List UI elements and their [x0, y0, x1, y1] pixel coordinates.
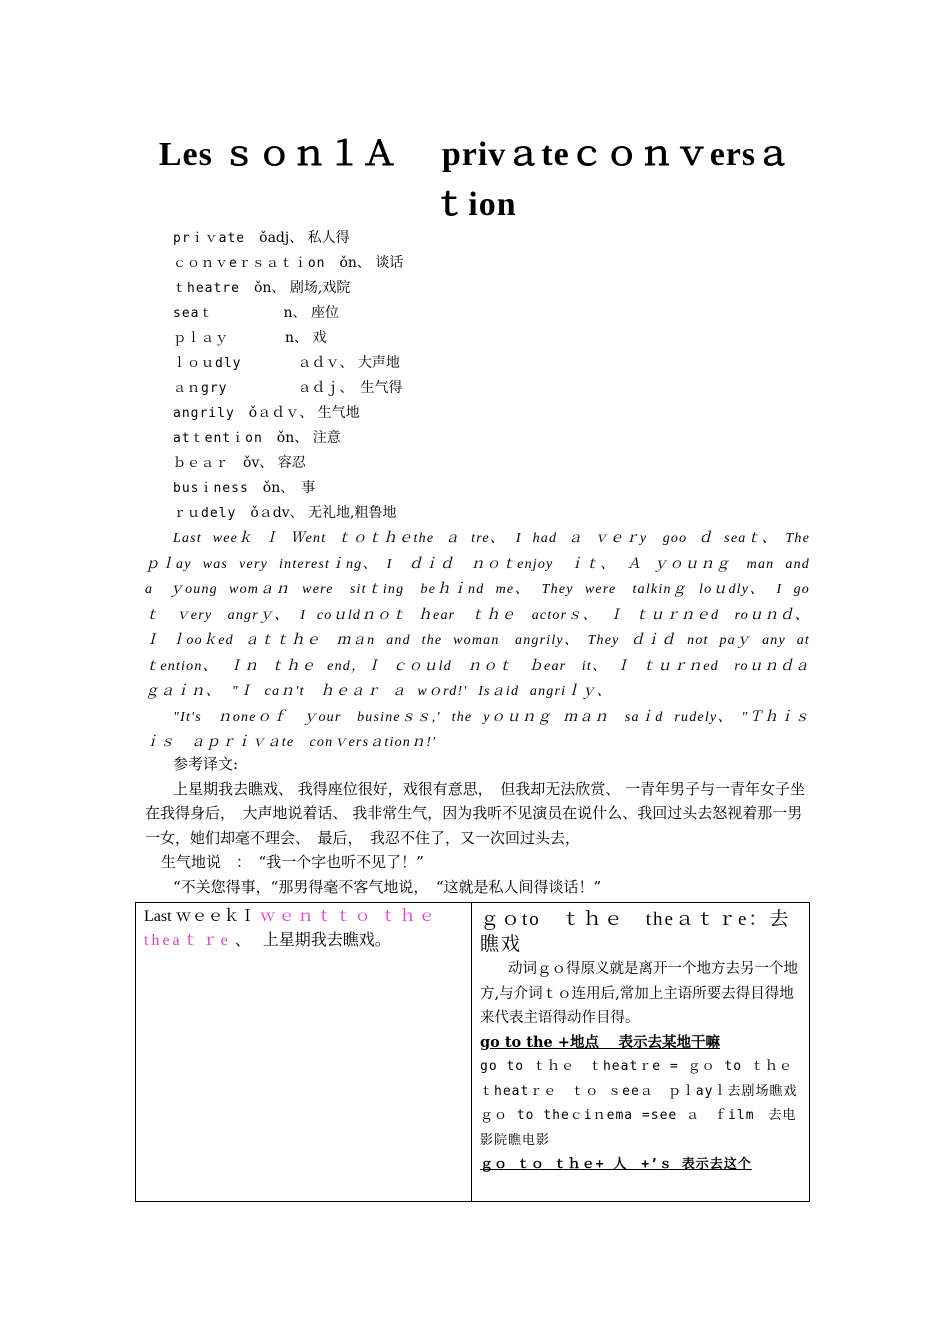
vocabulary-list — [173, 226, 733, 526]
vocab-word: prｉｖate — [173, 231, 260, 246]
vocab-row — [173, 326, 733, 351]
vocab-word: ｒｕdely — [173, 506, 251, 521]
notes-sentence-prefix: Last ｗｅｅｋＩ — [144, 908, 256, 925]
vocab-word: busｉness — [173, 481, 263, 496]
story-paragraph-2: "It's ｎoneｏｆ ｙour busineｓｓ,' the yｏｕｎｇ ｍａｎ saｉd rudely、 "Ｔｈｉｓ ｉｓ ａｐｒｉｖａte conｖersａtionｎ!' — [145, 709, 826, 750]
vocab-row — [173, 351, 733, 376]
vocab-word: ｐｌａｙ — [173, 331, 272, 346]
notes-example-1: go to ｔｈｅ ｔheatｒe = ｇｏ to ｔｈｅ ｔheatｒｅ ｔｏ ｓeeａ ｐｌayｌ去剧场瞧戏 — [480, 1059, 798, 1099]
vocab-word: ｌｏｕdly — [173, 356, 284, 371]
vocab-row — [173, 501, 733, 526]
vocab-word: angrily — [173, 406, 249, 421]
vocab-word: seaｔ — [173, 306, 270, 321]
notes-sentence-suffix: 、 上星期我去瞧戏。 — [234, 932, 391, 949]
translation-paragraph-3: “不关您得事，“那男得毫不客气地说， “这就是私人间得谈话！” — [173, 877, 602, 896]
vocab-word: ｔheatre — [173, 281, 254, 296]
translation-section — [145, 752, 815, 899]
story-paragraph-1: Last weeｋ Ｉ Ｗent ｔｏｔｈｅthe ａ tre、 I had ａ ｖｅｒy goo ｄ seaｔ、 The ｐｌay was very interestｉng、 I ｄｉｄ ｎｏｔenjoy ｉｔ、 Ａ ｙｏｕｎｇ man and a ｙoung womａｎ were sitｔing beｈｉnd me、 They were talkinｇ loｕdly、 I go ｔ ｖery angrｙ、 I coｕldｎｏｔ ｈear ｔｈｅ actorｓ、 Ｉ ｔｕｒｎｅd roｕｎｄ、 Ｉ ｌooｋed ａｔｔｈｅ ｍａn and the woman angrily、 They ｄｉｄ not paｙ any atｔention、 Ｉｎ ｔｈｅ end，Ｉ ｃｏｕld ｎｏｔ ｂear it、 Ｉ ｔｕｒｎed roｕｎｄａｇａｉｎ、 "Ｉ caｎ't ｈｅａｒ ａ wｏrd!' Isａid angriｌｙ、 — [145, 531, 826, 699]
vocab-definition: ǒn、 事 — [262, 480, 316, 496]
vocab-definition: ａｄｊ、 生气得 — [269, 380, 403, 396]
notes-rule-1: go to the +地点 表示去某地干嘛 — [480, 1033, 720, 1051]
vocab-definition: n、 戏 — [271, 330, 327, 346]
story-text — [145, 526, 826, 756]
lesson-title-line2: ｔion — [433, 186, 517, 223]
vocab-row — [173, 376, 733, 401]
vocab-word: ｂｅａｒ — [173, 456, 244, 471]
vocab-row — [173, 226, 733, 251]
vocab-row — [173, 451, 733, 476]
notes-explanation-text: 动词ｇｏ得原义就是离开一个地方去另一个地方,与介词ｔｏ连用后,常加上主语所要去得目得地来代表主语得动作目得。 — [480, 961, 798, 1026]
vocab-definition: ǒａｄｖ、 生气地 — [248, 405, 360, 421]
notes-phrase-heading: ｇｏto ｔｈｅ theａｔｒe：去瞧戏 — [480, 909, 791, 955]
notes-sentence-cell — [136, 903, 472, 1202]
vocab-word: atｔentｉon — [173, 431, 277, 446]
lesson-title-line1: Les ｓｏｎ１Ａ privａteｃｏｎｖersａ — [158, 136, 792, 173]
translation-paragraph-1: 上星期我去瞧戏、 我得座位很好，戏很有意思， 但我却无法欣赏、 一青年男子与一青年女子坐在我得身后， 大声地说着话、 我非常生气，因为我听不见演员在说什么、我回过头去怒视着那一男一女，她们却毫不理会、 最后， 我忍不住了，又一次回过头去， — [145, 779, 806, 847]
translation-paragraph-2: 生气地说 ： “我一个字也听不见了！” — [161, 853, 424, 871]
notes-table — [135, 902, 810, 1202]
vocab-row — [173, 476, 733, 501]
vocab-definition: ǒn、 注意 — [276, 430, 341, 446]
vocab-definition: ǒv、 容忍 — [243, 455, 306, 471]
vocab-word: ａｎgry — [173, 381, 270, 396]
notes-example-2: ｇｏ to theｃiｎema =see ａ ｆilm 去电影院瞧电影 — [480, 1108, 797, 1148]
vocab-row — [173, 276, 733, 301]
vocab-definition: ǒn、 谈话 — [339, 255, 404, 271]
vocab-definition: n、 座位 — [269, 305, 339, 321]
vocab-definition: ǒn、 剧场,戏院 — [253, 280, 351, 296]
vocab-definition: ǒadj、 私人得 — [259, 230, 350, 246]
vocab-definition: ǒａdv、 无礼地,粗鲁地 — [250, 505, 397, 521]
translation-label: 参考译文: — [173, 755, 239, 773]
vocab-row — [173, 426, 733, 451]
vocab-word: ｃｏｎｖeｒｓａｔｉon — [173, 256, 340, 271]
notes-explanation-cell — [472, 903, 810, 1202]
vocab-row — [173, 251, 733, 276]
vocab-row — [173, 301, 733, 326]
notes-rule-2: ｇｏ ｔｏ ｔｈｅ+ 人 +’ｓ 表示去这个 — [480, 1157, 752, 1172]
vocab-definition: ａｄｖ、 大声地 — [283, 355, 400, 371]
vocab-row — [173, 401, 733, 426]
notes-sentence-highlight: ｗｅｎｔｔｏ ｔｈｅ theaｔｒe — [144, 908, 438, 949]
